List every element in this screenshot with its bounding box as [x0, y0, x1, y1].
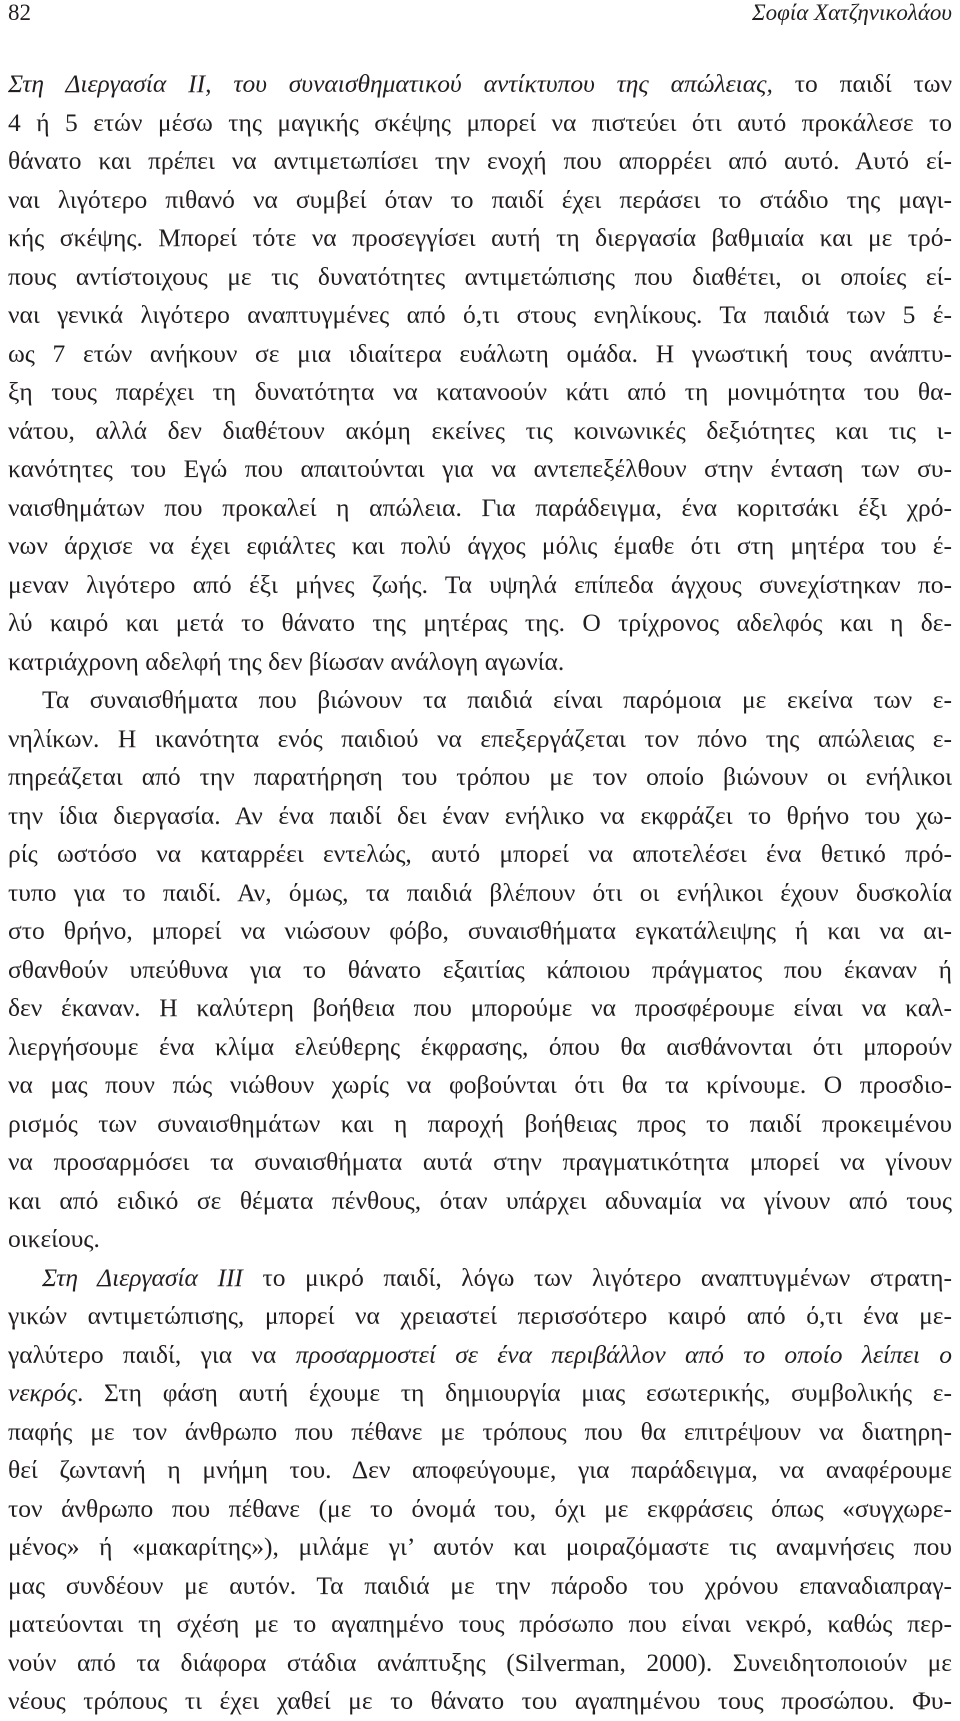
text-run: να προσαρμόσει τα συναισθήματα αυτά στην πραγματικότητα μπορεί να γίνουν	[8, 1147, 952, 1176]
text-run: νούν από τα διάφορα στάδια ανάπτυξης (Silverman, 2000). Συνειδητοποιούν με	[8, 1647, 952, 1677]
text-line	[8, 1413, 952, 1452]
text-line	[8, 797, 952, 836]
text-run: δεν έκαναν. Η καλύτερη βοήθεια που μπορούμε να προσφέρουμε είναι να καλ-	[8, 993, 952, 1022]
text-run: ναισθημάτων που προκαλεί η απώλεια. Για παράδειγμα, ένα κοριτσάκι έξι χρό-	[8, 492, 952, 522]
text-line	[8, 335, 952, 374]
italic-lead: Στη Διεργασία ΙΙ, του συναισθηματικού αντίκτυπου της απώλειας,	[8, 69, 773, 98]
text-run: σθανθούν υπεύθυνα για το θάνατο εξαιτίας κάποιου πράγματος που έκαναν ή	[8, 954, 952, 984]
text-run: θάνατο και πρέπει να αντιμετωπίσει την ενοχή που απορρέει από αυτό. Αυτό εί-	[8, 146, 952, 175]
text-line	[8, 1336, 952, 1375]
text-run: κατριάχρονη αδελφή της δεν βίωσαν ανάλογη αγωνία.	[8, 646, 565, 676]
text-run: τυπο για το παιδί. Αν, όμως, τα παιδιά βλέπουν ότι οι ενήλικοι έχουν δυσκολία	[8, 877, 952, 907]
italic-phrase: προσαρμοστεί σε ένα περιβάλλον από το οποίο λείπει ο	[295, 1339, 952, 1369]
text-run: νων άρχισε να έχει εφιάλτες και πολύ άγχος μόλις έμαθε ότι στη μητέρα του έ-	[8, 531, 952, 560]
text-line	[8, 566, 952, 605]
text-run: νέους τρόπους τι έχει χαθεί με το θάνατο του αγαπημένου τους προσώπου. Φυ-	[8, 1686, 952, 1715]
italic-lead: Στη Διεργασία ΙΙΙ	[42, 1262, 243, 1292]
text-run: μεναν λιγότερο από έξι μήνες ζωής. Τα υψηλά επίπεδα άγχους συνεχίστηκαν πο-	[8, 569, 952, 599]
text-line	[8, 912, 952, 951]
text-run: λύ καιρό και μετά το θάνατο της μητέρας της. Ο τρίχρονος αδελφός και η δε-	[8, 608, 952, 637]
text-run: 4 ή 5 ετών μέσω της μαγικής σκέψης μπορεί να πιστεύει ότι αυτό προκάλεσε το	[8, 107, 952, 137]
text-run: κής σκέψης. Μπορεί τότε να προσεγγίσει αυτή τη διεργασία βαθμιαία και με τρό-	[8, 223, 952, 252]
text-run: ως 7 ετών ανήκουν σε μια ιδιαίτερα ευάλωτη ομάδα. Η γνωστική τους ανάπτυ-	[8, 338, 952, 368]
text-line	[8, 412, 952, 451]
text-line	[8, 1220, 952, 1259]
text-line	[8, 681, 952, 720]
text-line	[8, 450, 952, 489]
text-line	[8, 1567, 952, 1606]
text-run: νηλίκων. Η ικανότητα ενός παιδιού να επεξεργάζεται τον πόνο της απώλειας ε-	[8, 723, 952, 753]
text-line	[8, 104, 952, 143]
text-run: νάτου, αλλά δεν διαθέτουν ακόμη εκείνες τις κοινωνικές δεξιότητες και τις ι-	[8, 415, 952, 445]
italic-phrase: νεκρός	[8, 1378, 77, 1407]
text-run: ρίς ωστόσο να καταρρέει εντελώς, αυτό μπορεί να αποτελέσει ένα θετικό πρό-	[8, 839, 952, 868]
text-run: το μικρό παιδί, λόγω των λιγότερο αναπτυγμένων στρατη-	[242, 1262, 952, 1292]
text-run: στο θρήνο, μπορεί να νιώσουν φόβο, συναισθήματα εγκατάλειψης ή και να αι-	[8, 916, 952, 945]
text-line	[8, 489, 952, 528]
text-run: πηρεάζεται από την παρατήρηση του τρόπου με τον οποίο βιώνουν οι ενήλικοι	[8, 762, 952, 791]
page-number: 82	[8, 0, 31, 25]
text-line	[8, 874, 952, 913]
text-line	[8, 181, 952, 220]
text-line	[8, 527, 952, 566]
text-line	[8, 1182, 952, 1221]
text-line	[8, 1528, 952, 1567]
text-run: γαλύτερο παιδί, για να	[8, 1339, 296, 1369]
text-line	[8, 643, 952, 682]
text-run: ναι λιγότερο πιθανό να συμβεί όταν το παιδί έχει περάσει το στάδιο της μαγι-	[8, 184, 952, 214]
text-line	[8, 1451, 952, 1490]
text-line	[8, 1490, 952, 1529]
text-line	[8, 1259, 952, 1298]
text-line	[8, 296, 952, 335]
text-line	[8, 142, 952, 181]
text-run: τον άνθρωπο που πέθανε (με το όνομά του, όχι με εκφράσεις όπως «συγχωρε-	[8, 1493, 952, 1523]
text-run: ματεύονται τη σχέση με το αγαπημένο τους πρόσωπο που είναι νεκρό, καθώς περ-	[8, 1609, 952, 1638]
text-line	[8, 373, 952, 412]
text-line	[8, 1105, 952, 1144]
text-line	[8, 604, 952, 643]
text-run: την ίδια διεργασία. Αν ένα παιδί δει έναν ενήλικο να εκφράζει το θρήνο του χω-	[8, 800, 952, 830]
text-line	[8, 65, 952, 104]
text-run: γικών αντιμετώπισης, μπορεί να χρειαστεί περισσότερο καιρό από ό,τι ένα με-	[8, 1301, 952, 1330]
text-line	[8, 1066, 952, 1105]
text-line	[8, 219, 952, 258]
running-head	[8, 0, 952, 30]
text-run: . Στη φάση αυτή έχουμε τη δημιουργία μιας εσωτερικής, συμβολικής ε-	[76, 1378, 952, 1407]
text-line	[8, 1605, 952, 1644]
text-run: το παιδί των	[772, 69, 952, 98]
text-run: ξη τους παρέχει τη δυνατότητα να κατανοούν κάτι από τη μονιμότητα του θα-	[8, 377, 952, 406]
text-line	[8, 1297, 952, 1336]
body-text	[8, 65, 952, 1721]
text-run: παφής με τον άνθρωπο που πέθανε με τρόπους που θα επιτρέψουν να διατηρη-	[8, 1416, 952, 1446]
text-run: ναι γενικά λιγότερο αναπτυγμένες από ό,τι στους ενηλίκους. Τα παιδιά των 5 έ-	[8, 300, 952, 329]
text-line	[8, 1143, 952, 1182]
text-line	[8, 1682, 952, 1721]
text-run: και από ειδικό σε θέματα πένθους, όταν υπάρχει αδυναμία να γίνουν από τους	[8, 1185, 952, 1215]
text-line	[8, 1644, 952, 1683]
text-line	[8, 720, 952, 759]
text-run: ρισμός των συναισθημάτων και η παροχή βοήθειας προς το παιδί προκειμένου	[8, 1108, 952, 1138]
text-line	[8, 1028, 952, 1067]
text-line	[8, 989, 952, 1028]
text-line	[8, 758, 952, 797]
text-run: λιεργήσουμε ένα κλίμα ελεύθερης έκφρασης, όπου θα αισθάνονται ότι μπορούν	[8, 1031, 952, 1061]
text-line	[8, 258, 952, 297]
text-line	[8, 835, 952, 874]
text-line	[8, 1374, 952, 1413]
running-title-author: Σοφία Χατζηνικολάου	[751, 0, 952, 25]
text-run: πους αντίστοιχους με τις δυνατότητες αντιμετώπισης που διαθέτει, οι οποίες εί-	[8, 261, 952, 291]
text-run: κανότητες του Εγώ που απαιτούνται για να αντεπεξέλθουν στην ένταση των συ-	[8, 454, 952, 483]
text-run: μας συνδέουν με αυτόν. Τα παιδιά με την πάροδο του χρόνου επαναδιαπραγ-	[8, 1570, 952, 1600]
text-run: θεί ζωντανή η μνήμη του. Δεν αποφεύγουμε, για παράδειγμα, να αναφέρουμε	[8, 1455, 952, 1484]
text-run: οικείους.	[8, 1224, 100, 1253]
text-run: μένος» ή «μακαρίτης»), μιλάμε γι’ αυτόν και μοιραζόμαστε τις αναμνήσεις που	[8, 1532, 952, 1561]
text-run: να μας πουν πώς νιώθουν χωρίς να φοβούνται ότι θα τα κρίνουμε. Ο προσδιο-	[8, 1070, 952, 1099]
text-run: Τα συναισθήματα που βιώνουν τα παιδιά είναι παρόμοια με εκείνα των ε-	[42, 685, 952, 714]
text-line	[8, 951, 952, 990]
